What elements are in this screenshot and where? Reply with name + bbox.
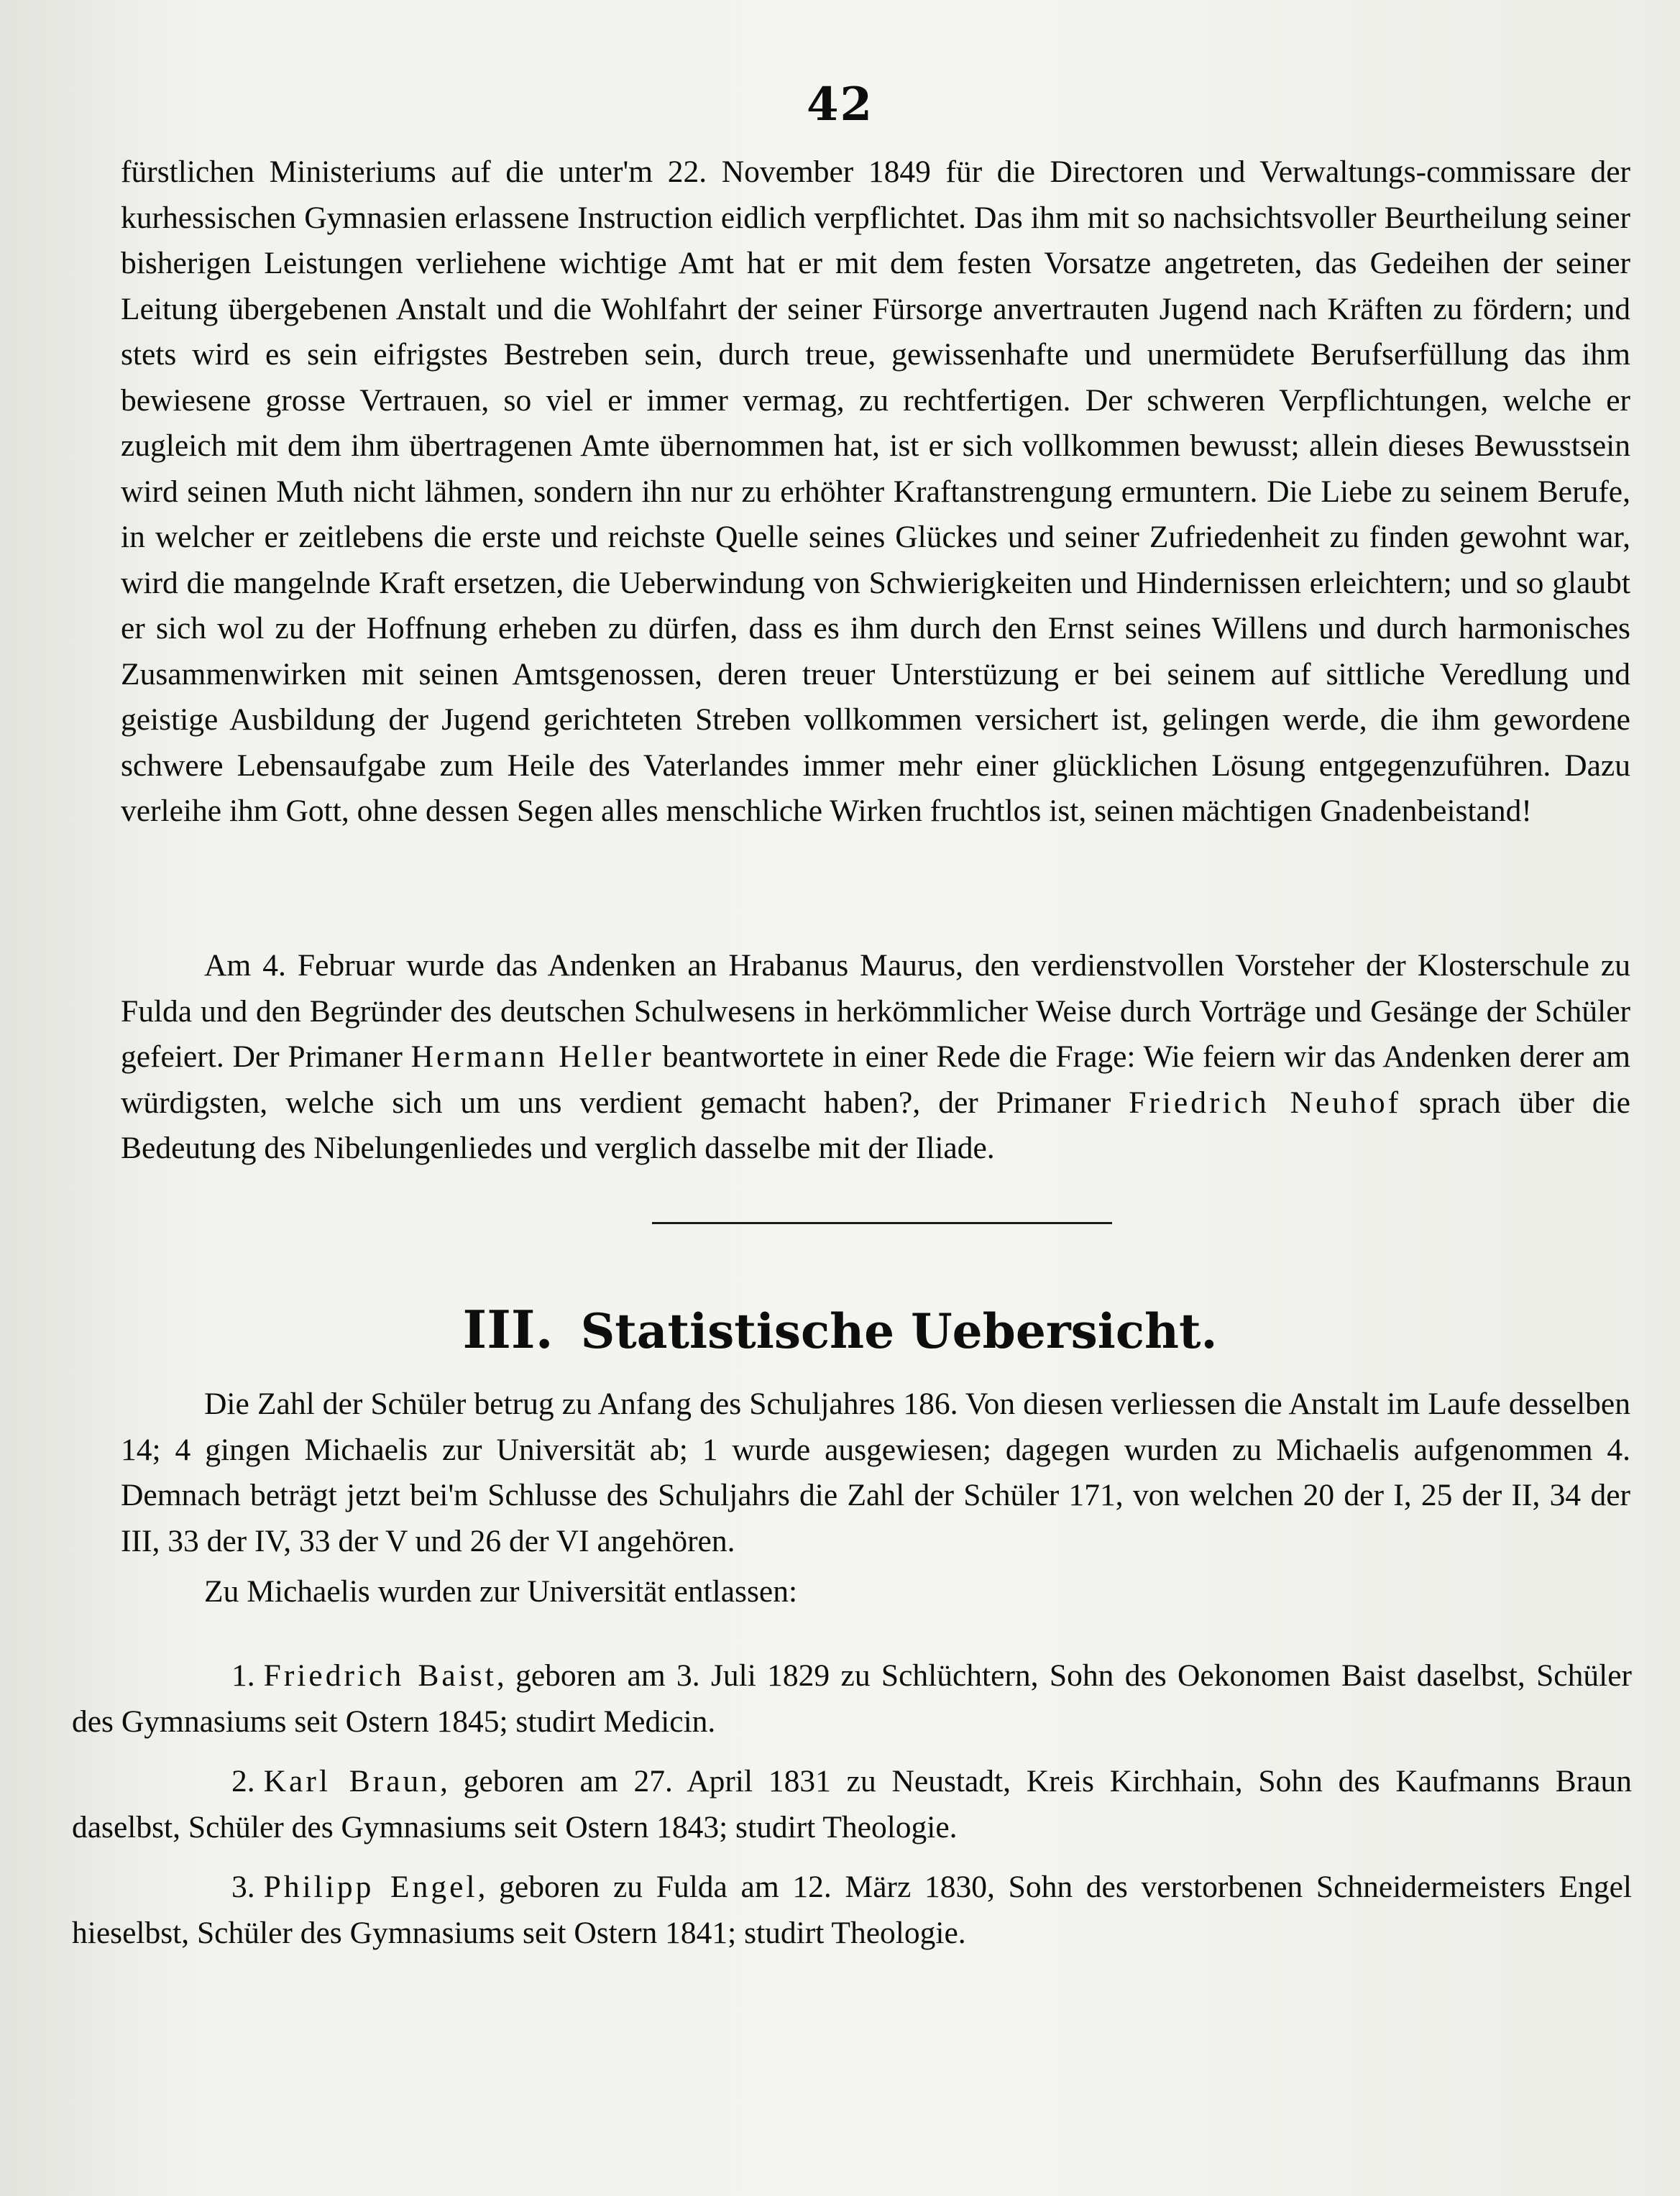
person-name: Friedrich Baist — [263, 1658, 497, 1693]
graduates-list — [72, 1610, 1632, 1970]
person-name: Karl Braun — [263, 1764, 441, 1798]
body-paragraph-statistics — [121, 1382, 1630, 1564]
person-name: Friedrich Neuhof — [1129, 1085, 1402, 1120]
list-item-number: 2. — [231, 1764, 255, 1798]
body-paragraph-ministry — [121, 150, 1630, 835]
list-item-number: 1. — [231, 1658, 255, 1693]
list-item — [72, 1759, 1632, 1850]
paragraph-text: Zu Michaelis wurden zur Universität entlassen: — [204, 1574, 798, 1609]
section-heading — [0, 1301, 1680, 1360]
paragraph-text: fürstlichen Ministeriums auf die unter'm 22. November 1849 für die Directoren und Verwaltungs-commissare der kurhessischen Gymnasien erlassene Instruction eidlich verpflichtet. Das ihm mit so nachsichtsvoller Beurtheilung seiner bisherigen Leistungen verliehene wichtige Amt hat er mit dem festen Vorsatze angetreten, das Gedeihen der seiner Leitung übergebenen Anstalt und die Wohlfahrt der seiner Fürsorge anvertrauten Jugend nach Kräften zu fördern; und stets wird es sein eifrigstes Bestreben sein, durch treue, gewissenhafte und unermüdete Berufserfüllung das ihm bewiesene grosse Vertrauen, so viel er immer vermag, zu rechtfertigen. Der schweren Verpflichtungen, welche er zugleich mit dem ihm übertragenen Amte übernommen hat, ist er sich vollkommen bewusst; allein dieses Bewusstsein wird seinen Muth nicht lähmen, sondern ihn nur zu erhöhter Kraftanstrengung ermuntern. Die Liebe zu seinem Berufe, in welcher er zeitlebens die erste und reichste Quelle seines Glückes und seiner Zufriedenheit zu finden gewohnt war, wird die mangelnde Kraft ersetzen, die Ueberwindung von Schwierigkeiten und Hindernissen erleichtern; und so glaubt er sich wol zu der Hoffnung erheben zu dürfen, dass es ihm durch den Ernst seines Willens und durch harmonisches Zusammenwirken mit seinen Amtsgenossen, deren treuer Unterstüzung er bei seinem auf sittliche Veredlung und geistige Ausbildung der Jugend gerichteten Streben vollkommen versichert ist, gelingen werde, die ihm gewordene schwere Lebensaufgabe zum Heile des Vaterlandes immer mehr einer glücklichen Lösung entgegenzuführen. Dazu verleihe ihm Gott, ohne dessen Segen alles menschliche Wirken fruchtlos ist, seinen mächtigen Gnadenbeistand! — [121, 155, 1630, 828]
body-paragraph-hrabanus — [121, 943, 1630, 1172]
paragraph-text: Die Zahl der Schüler betrug zu Anfang des Schuljahres 186. Von diesen verliessen die Anstalt im Laufe desselben 14; 4 gingen Michaelis zur Universität ab; 1 wurde ausgewiesen; dagegen wurden zu Michaelis aufgenommen 4. Demnach beträgt jetzt bei'm Schlusse des Schuljahrs die Zahl der Schüler 171, von welchen 20 der I, 25 der II, 34 der III, 33 der IV, 33 der V und 26 der VI angehören. — [121, 1387, 1630, 1558]
paragraph-segment: Am 4. Februar wurde das Andenken an Hrabanus Maurus, den verdienstvollen Vorsteher der Klosterschule zu Fulda und den Begründer des deutschen Schulwesens in herkömmlicher Weise durch Vorträge und Gesänge der Schüler gefeiert. Der Primaner — [121, 948, 1630, 1074]
body-paragraph-graduates-intro — [121, 1569, 1630, 1615]
paragraph-segment: beantwortete in einer Rede die Frage: Wie feiern wir das Andenken derer am würdigsten, welche sich um uns verdient gemacht haben?, der Primaner — [121, 1039, 1630, 1120]
section-title: Statistische Uebersicht. — [580, 1303, 1218, 1359]
section-divider — [652, 1222, 1112, 1224]
section-numeral: III. — [462, 1299, 554, 1360]
person-name: Philipp Engel — [263, 1870, 478, 1904]
list-item-text: , geboren zu Fulda am 12. März 1830, Sohn des verstorbenen Schneidermeisters Engel hieselbst, Schüler des Gymnasiums seit Ostern 1841; studirt Theologie. — [72, 1870, 1632, 1950]
list-item-text: , geboren am 27. April 1831 zu Neustadt, Kreis Kirchhain, Sohn des Kaufmanns Braun daselbst, Schüler des Gymnasiums seit Ostern 1843; studirt Theologie. — [72, 1764, 1632, 1844]
list-item — [72, 1653, 1632, 1745]
paragraph-text — [121, 943, 1630, 1172]
list-item — [72, 1865, 1632, 1956]
page-number: 42 — [806, 78, 874, 132]
list-item-number: 3. — [231, 1870, 255, 1904]
paragraph-segment: sprach über die Bedeutung des Nibelungenliedes und verglich dasselbe mit der Iliade. — [121, 1085, 1630, 1165]
list-item-text: , geboren am 3. Juli 1829 zu Schlüchtern, Sohn des Oekonomen Baist daselbst, Schüler des Gymnasiums seit Ostern 1845; studirt Medicin. — [72, 1658, 1632, 1739]
person-name: Hermann Heller — [410, 1039, 654, 1074]
